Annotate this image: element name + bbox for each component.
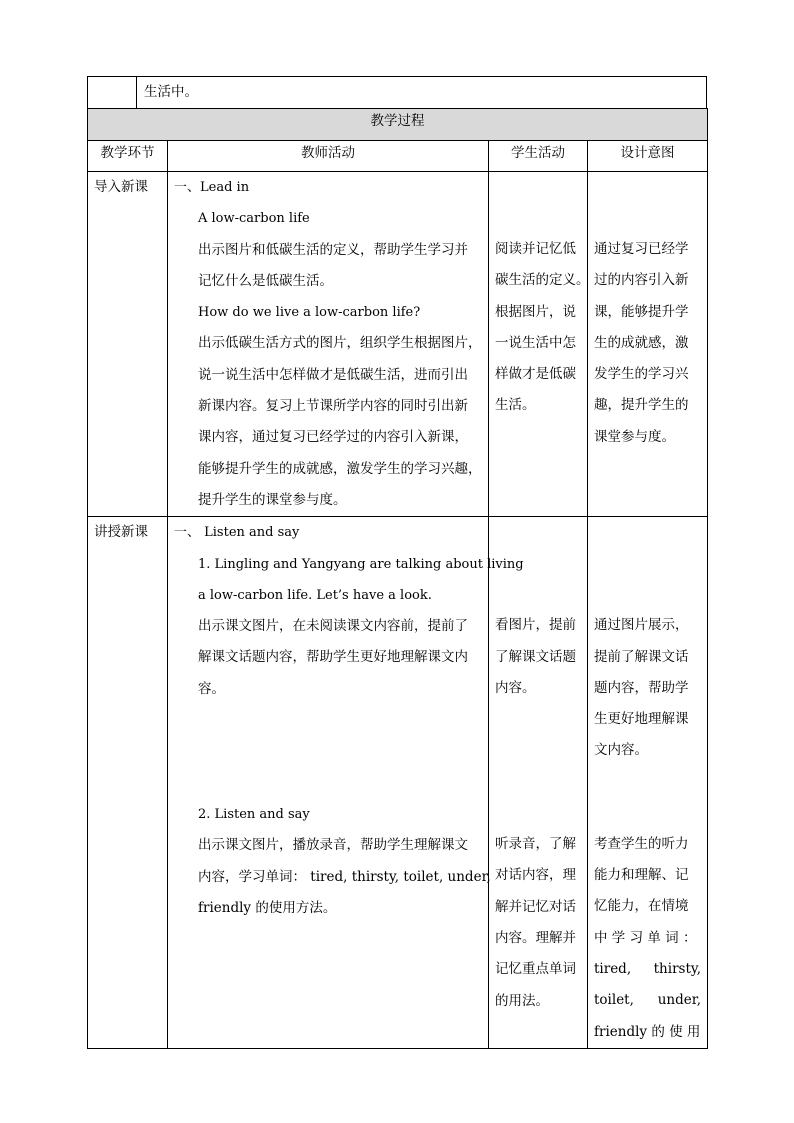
list-item: 解并记忆对话: [495, 898, 576, 915]
list-item: 解课文话题内容，帮助学生更好地理解课文内: [198, 649, 468, 666]
list-item: 通过复习已经学: [594, 241, 689, 257]
list-item: 出示课文图片，在未阅读课文内容前，提前了: [198, 618, 468, 635]
list-item: toilet, under,: [594, 992, 701, 1009]
table-title: 教学过程: [88, 109, 708, 141]
stage-cell: 导入新课: [88, 172, 168, 517]
table-row: [88, 517, 708, 1049]
list-item: 内容，学习单词： tired, thirsty, toilet, under,: [198, 868, 491, 885]
list-item: How do we live a low-carbon life?: [198, 305, 421, 321]
list-item: A low-carbon life: [198, 211, 310, 227]
list-item: 生活。: [495, 397, 536, 414]
list-item: 阅读并记忆低: [495, 241, 576, 257]
teaching-process-table: [87, 108, 708, 1049]
list-item: 看图片，提前: [495, 617, 576, 634]
list-item: 文内容。: [594, 742, 648, 759]
list-item: 说一说生活中怎样做才是低碳生活，进而引出: [198, 366, 468, 383]
table-title-row: [88, 109, 708, 141]
list-item: tired, thirsty,: [594, 960, 701, 977]
list-item: 1. Lingling and Yangyang are talking about living: [198, 556, 524, 572]
list-item: 提升学生的课堂参与度。: [198, 491, 347, 508]
top-fragment-empty-cell: [88, 77, 137, 108]
list-item: friendly 的 使 用: [594, 1023, 701, 1040]
list-item: 出示课文图片，播放录音，帮助学生理解课文: [198, 837, 468, 854]
list-item: 碳生活的定义。: [495, 272, 590, 289]
list-item: 出示低碳生活方式的图片，组织学生根据图片，: [198, 335, 482, 352]
stage-cell: 讲授新课: [88, 517, 168, 1049]
list-item: 记忆什么是低碳生活。: [198, 272, 333, 289]
student-activity-cell: [489, 517, 588, 1049]
top-fragment-text: 生活中。: [144, 84, 198, 100]
list-item: 的用法。: [495, 992, 549, 1009]
header-stage: 教学环节: [88, 141, 168, 172]
list-item: 一、Lead in: [174, 180, 250, 195]
list-item: 容。: [198, 680, 225, 697]
header-student-activity: 学生活动: [489, 141, 588, 172]
list-item: 出示图片和低碳生活的定义，帮助学生学习并: [198, 241, 468, 258]
list-item: 记忆重点单词: [495, 961, 576, 978]
list-item: friendly 的使用方法。: [198, 899, 337, 916]
design-intent-cell: [588, 172, 708, 517]
list-item: 过的内容引入新: [594, 272, 689, 289]
list-item: 样做才是低碳: [495, 366, 576, 383]
list-item: 了解课文话题: [495, 648, 576, 665]
list-item: 通过图片展示，: [594, 617, 689, 634]
list-item: 题内容，帮助学: [594, 679, 689, 696]
list-item: 课，能够提升学: [594, 303, 689, 320]
list-item: 对话内容，理: [495, 867, 576, 884]
list-item: 内容。理解并: [495, 930, 576, 947]
list-item: 根据图片，说: [495, 303, 576, 320]
list-item: 听录音，了解: [495, 836, 576, 853]
header-teacher-activity: 教师活动: [168, 141, 489, 172]
list-item: 内容。: [495, 679, 536, 696]
design-intent-cell: [588, 517, 708, 1049]
list-item: 课内容，通过复习已经学过的内容引入新课，: [198, 429, 468, 446]
top-fragment-row: [87, 76, 707, 109]
student-activity-cell: [489, 172, 588, 517]
list-item: 趣，提升学生的: [594, 397, 689, 414]
list-item: 课堂参与度。: [594, 428, 675, 445]
list-item: 生的成就感，激: [594, 334, 689, 351]
list-item: 中 学 习 单 词 ：: [594, 929, 697, 946]
list-item: 一说生活中怎: [495, 334, 576, 351]
list-item: a low-carbon life. Let’s have a look.: [198, 587, 432, 603]
list-item: 2. Listen and say: [198, 807, 310, 823]
list-item: 能够提升学生的成就感，激发学生的学习兴趣，: [198, 460, 482, 477]
list-item: 一、 Listen and say: [174, 525, 300, 541]
table-header-row: [88, 141, 708, 172]
table-row: [88, 172, 708, 517]
list-item: 忆能力，在情境: [594, 898, 689, 915]
list-item: 能力和理解、记: [594, 867, 689, 884]
teacher-activity-cell: [168, 172, 489, 517]
list-item: 考查学生的听力: [594, 835, 689, 852]
header-design-intent: 设计意图: [588, 141, 708, 172]
list-item: 新课内容。复习上节课所学内容的同时引出新: [198, 398, 468, 415]
list-item: 发学生的学习兴: [594, 366, 689, 383]
list-item: 提前了解课文话: [594, 648, 689, 665]
list-item: 生更好地理解课: [594, 711, 689, 728]
